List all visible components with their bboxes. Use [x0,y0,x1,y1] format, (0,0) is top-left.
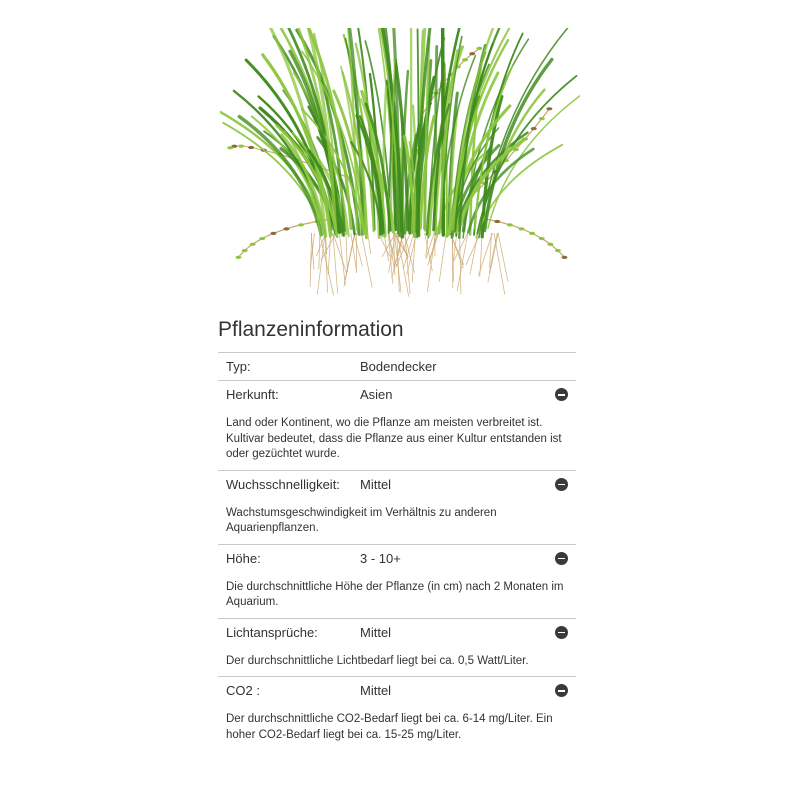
root-strand [388,233,392,284]
row-label: CO2 : [226,683,260,698]
row-header[interactable] [218,619,576,646]
row-value: 3 - 10+ [360,550,401,566]
row-header[interactable] [218,381,576,408]
row-header[interactable] [218,471,576,498]
collapse-minus-icon[interactable] [555,552,568,565]
runner-leaf [555,249,561,252]
runner-stem [480,218,565,258]
info-row-lichtansprueche [218,619,576,678]
row-description: Der durchschnittliche Lichtbedarf liegt bei ca. 0,5 Watt/Liter. [226,654,529,667]
collapse-minus-icon[interactable] [555,626,568,639]
runner-leaf [476,47,482,50]
runner-leaf [270,232,276,235]
runner-leaf [546,107,552,110]
row-header[interactable] [218,677,576,704]
info-row-typ [218,353,576,381]
runner-leaf [539,117,545,120]
runner-leaf [238,145,244,148]
runner-leaf [561,256,567,259]
runner-leaf [227,146,233,149]
root-strand [319,233,320,270]
row-description: Der durchschnittliche CO2-Bedarf liegt bei ca. 6-14 mg/Liter. Ein hoher CO2-Bedarf liegt bei ca. 15-25 mg/Liter. [226,713,553,741]
runner-leaf [283,227,289,230]
info-row-hoehe [218,545,576,619]
plant-info-section [218,314,576,750]
row-value: Mittel [360,624,392,640]
runner-leaf [539,237,545,240]
runner-leaf [518,227,524,230]
runner-leaf [242,249,248,252]
row-value: Mittel [360,683,392,698]
info-table [218,352,576,750]
collapse-minus-icon[interactable] [555,478,568,491]
row-value: Asien [360,387,393,402]
root-strand [328,233,331,275]
info-row-herkunft [218,381,576,471]
root-strand [346,233,348,272]
runner-leaf [259,237,265,240]
collapse-minus-icon[interactable] [555,684,568,697]
runner-leaf [494,220,500,223]
row-description: Wachstumsgeschwindigkeit im Verhältnis zu anderen Aquarienpflanzen. [226,506,497,534]
runner-leaf [235,256,241,259]
root-strand [498,233,508,282]
runner-leaf [250,243,256,246]
plant-image [220,28,580,308]
row-label: Herkunft: [226,387,279,402]
root-strand [361,233,372,287]
row-value: Mittel [360,476,392,492]
grass-blade [484,90,544,228]
root-strand [457,233,468,291]
row-header[interactable] [218,545,576,572]
root-strand [333,233,338,293]
root-strand [430,233,439,261]
root-strand [412,233,415,282]
row-description: Land oder Kontinent, wo die Pflanze am meisten verbreitet ist. Kultivar bedeutet, dass die Pflanze aus einer Kultur entstanden ist oder gezüchtet wurde. [226,417,562,460]
root-strand [488,233,498,283]
runner-leaf [469,52,475,55]
root-strand [494,233,505,295]
root-strand [439,233,446,282]
row-value: Bodendecker [360,359,437,374]
runner-leaf [298,223,304,226]
root-strand [339,233,345,285]
runner-leaf [547,243,553,246]
row-label: Höhe: [226,550,261,566]
row-label: Wuchsschnelligkeit: [226,476,340,492]
runner-leaf [507,223,513,226]
row-header [218,353,576,380]
row-label: Lichtansprüche: [226,624,318,640]
runner-stem [470,108,550,198]
runner-leaf [462,58,468,61]
collapse-minus-icon[interactable] [555,388,568,401]
plant-illustration [220,28,580,308]
info-row-wuchsschnelligkeit [218,471,576,545]
row-label: Typ: [226,359,251,374]
root-strand [460,233,461,294]
info-row-co2 [218,677,576,750]
root-strand [368,233,371,254]
root-strand [344,233,355,286]
runner-leaf [531,127,537,130]
runner-leaf [248,146,254,149]
runner-leaf [529,232,535,235]
row-description: Die durchschnittliche Höhe der Pflanze (in cm) nach 2 Monaten im Aquarium. [226,580,564,608]
section-title: Pflanzeninformation [218,318,404,341]
